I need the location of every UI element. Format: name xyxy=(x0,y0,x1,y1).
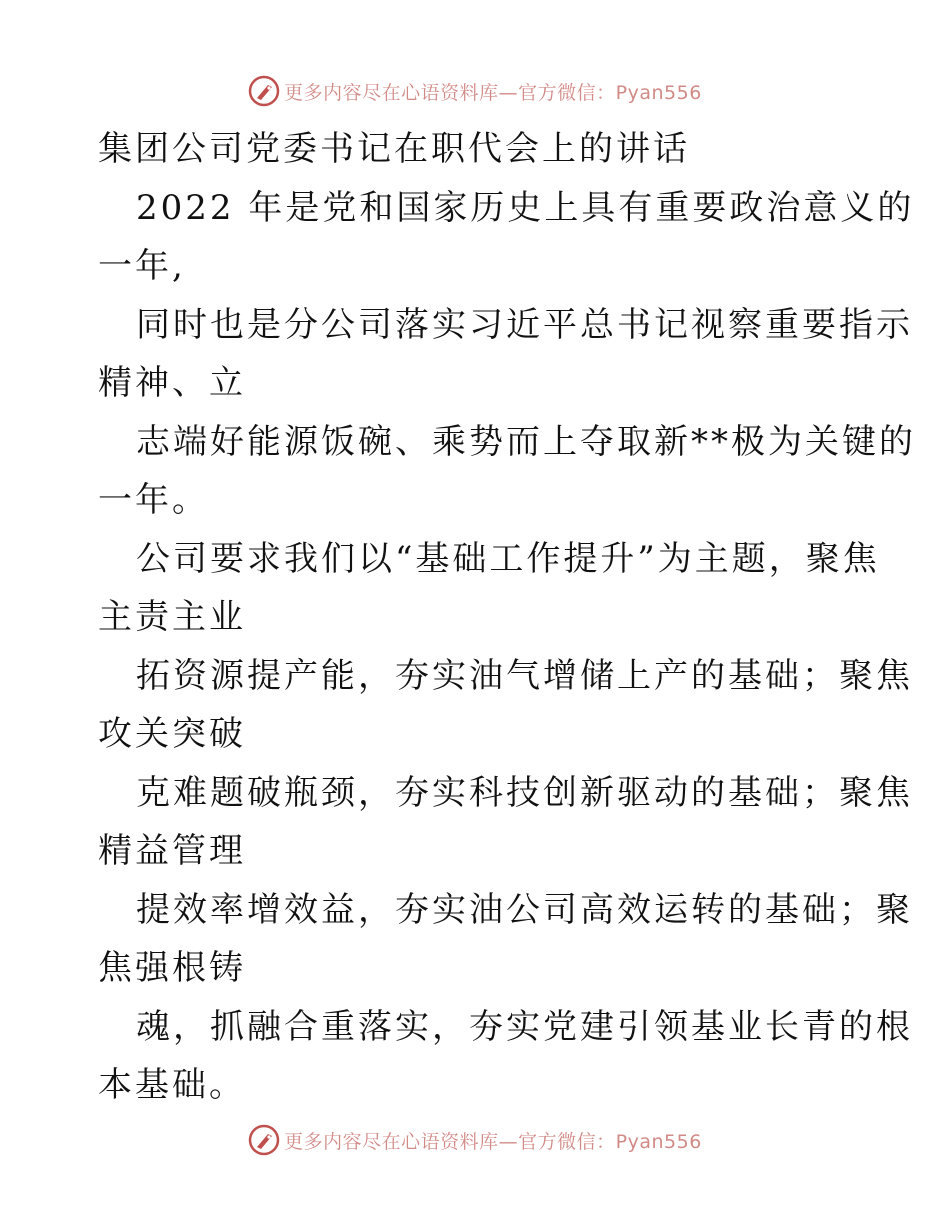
paragraph-line: 焦强根铸 xyxy=(98,948,246,988)
paragraph-line: 同时也是分公司落实习近平总书记视察重要指示 xyxy=(136,304,913,345)
paragraph-line: 2022 年是党和国家历史上具有重要政治意义的 xyxy=(136,187,915,228)
footer-watermark xyxy=(0,1120,950,1160)
paragraph-line: 本基础。 xyxy=(98,1065,246,1105)
paragraph-line: 拓资源提产能，夯实油气增储上产的基础；聚焦 xyxy=(136,655,913,696)
watermark-text: 更多内容尽在心语资料库—官方微信：Pyan556 xyxy=(284,81,702,104)
paragraph-line: 主责主业 xyxy=(98,597,246,637)
paragraph-line: 魂，抓融合重落实，夯实党建引领基业长青的根 xyxy=(136,1006,913,1047)
watermark-text: 更多内容尽在心语资料库—官方微信：Pyan556 xyxy=(284,1130,702,1153)
header-watermark xyxy=(0,71,950,111)
paragraph-line: 一年, xyxy=(98,246,186,286)
paragraph-line: 一年。 xyxy=(98,480,209,520)
document-body xyxy=(98,120,916,1115)
paragraph-line: 精益管理 xyxy=(98,831,246,871)
paragraph-line: 志端好能源饭碗、乘势而上夺取新**极为关键的 xyxy=(136,421,916,462)
pen-nib-logo-icon xyxy=(248,1124,280,1156)
paragraph-line: 提效率增效益，夯实油公司高效运转的基础；聚 xyxy=(136,889,913,930)
paragraph-line: 克难题破瓶颈，夯实科技创新驱动的基础；聚焦 xyxy=(136,772,913,813)
paragraph-line: 攻关突破 xyxy=(98,714,246,754)
paragraph-line: 公司要求我们以“基础工作提升”为主题，聚焦 xyxy=(136,538,880,579)
paragraph-line: 精神、立 xyxy=(98,363,246,403)
pen-nib-logo-icon xyxy=(248,75,280,107)
document-title: 集团公司党委书记在职代会上的讲话 xyxy=(98,129,690,169)
